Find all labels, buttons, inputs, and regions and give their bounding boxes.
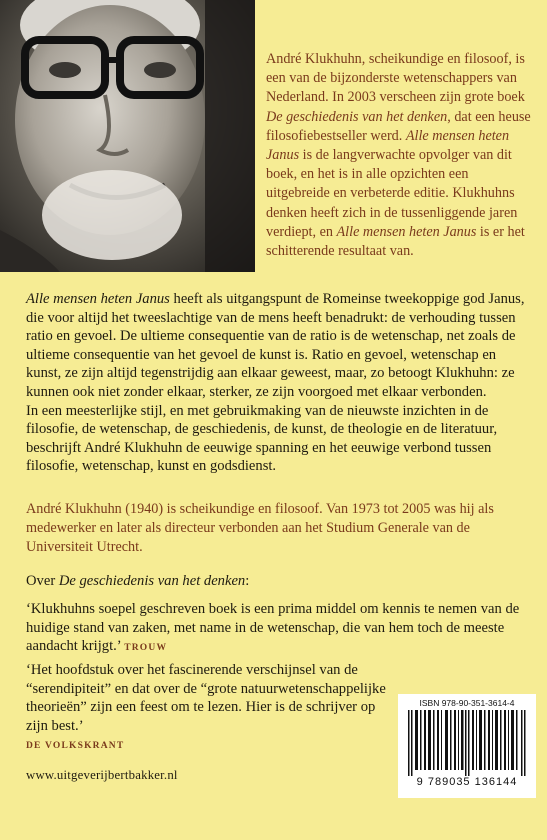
review-quote-text: ‘Klukhuhns soepel geschreven boek is een prima middel om kennis te nemen van de huidige stand van zaken, met name in de wetenschap, die van hem toch de meeste aandacht krijgt.’: [26, 601, 520, 655]
review-quote-text: ‘Het hoofdstuk over het fascinerende verschijnsel van de “serendipiteit” en dat over de “grote natuurwetenschappelijke theorieën” zijn een feest om te lezen. Hier is de schrijver op zijn best.’: [26, 662, 386, 734]
bio-book-title-2: Alle mensen heten Janus: [266, 127, 510, 164]
bio-text-4: is er het schitterende resultaat van.: [266, 223, 525, 260]
blurb-paragraph-1: [26, 290, 531, 402]
blurb-book-title: Alle mensen heten Janus: [26, 291, 170, 307]
author-bio: [266, 50, 534, 261]
reviews-heading-prefix: Over: [26, 573, 59, 589]
blurb-paragraph-2: In een meesterlijke stijl, en met gebruikmaking van de nieuwste inzichten in de filosofie, de wetenschap, de geschiedenis, de kunst, de theologie en de literatuur, beschrijft André Klukhuhn de eeuwige spanning en het eeuwige verbond tussen filosofie, wetenschap, kunst en godsdienst.: [26, 402, 498, 475]
author-portrait-image: [0, 0, 255, 272]
reviews-heading-suffix: :: [245, 573, 250, 589]
publisher-website: www.uitgeverijbertbakker.nl: [26, 768, 178, 782]
review-source: DE VOLKSKRANT: [26, 741, 125, 752]
barcode: [398, 694, 536, 798]
barcode-bars: [406, 710, 528, 776]
barcode-number: 9 789035 136144: [416, 776, 518, 788]
review-source: TROUW: [124, 643, 168, 654]
blurb: [26, 290, 531, 476]
bio-text-1: André Klukhuhn, scheikundige en filosoof, is een van de bijzonderste wetenschappers van Nederland. In 2003 verscheen zijn grote boek: [266, 51, 525, 106]
isbn-label: ISBN 978-90-351-3614-4: [419, 698, 515, 708]
blurb-text-1: heeft als uitgangspunt de Romeinse tweekoppige god Janus, die voor altijd het tweeslachtige van de mens heeft benadrukt: de verhouding tussen ratio en gevoel. De ultieme consequentie van de ratio is de wetenschap, net zoals de ultieme consequentie van het gevoel de kunst is. Ratio en gevoel, wetenschap en kunst, ze zijn altijd tegenstrijdig aan elkaar geweest, maar, zo betoogt Klukhuhn: ze kunnen ook niet zonder elkaar, sterker, ze zijn voorgoed met elkaar verbonden.: [26, 291, 525, 400]
author-note: André Klukhuhn (1940) is scheikundige en filosoof. Van 1973 tot 2005 was hij als medewerker en later als directeur verbonden aan het Studium Generale van de Universiteit Utrecht.: [26, 501, 494, 555]
author-photo: [0, 0, 255, 272]
reviews-heading: [26, 572, 531, 591]
review-quote: [26, 600, 531, 658]
bio-text-3: is de langverwachte opvolger van dit boek, en het is in alle opzichten een uitgebreide en verbeterde editie. Klukhuhns denken heeft zich in de tussenliggende jaren verdiept, en: [266, 147, 518, 240]
bio-text-2: , dat een heuse filosofiebestseller werd.: [266, 108, 531, 144]
bio-book-title-3: Alle mensen heten Janus: [336, 223, 477, 240]
review-quote: [26, 661, 396, 756]
bio-book-title-1: De geschiedenis van het denken: [266, 108, 448, 125]
reviews-heading-title: De geschiedenis van het denken: [58, 573, 246, 589]
